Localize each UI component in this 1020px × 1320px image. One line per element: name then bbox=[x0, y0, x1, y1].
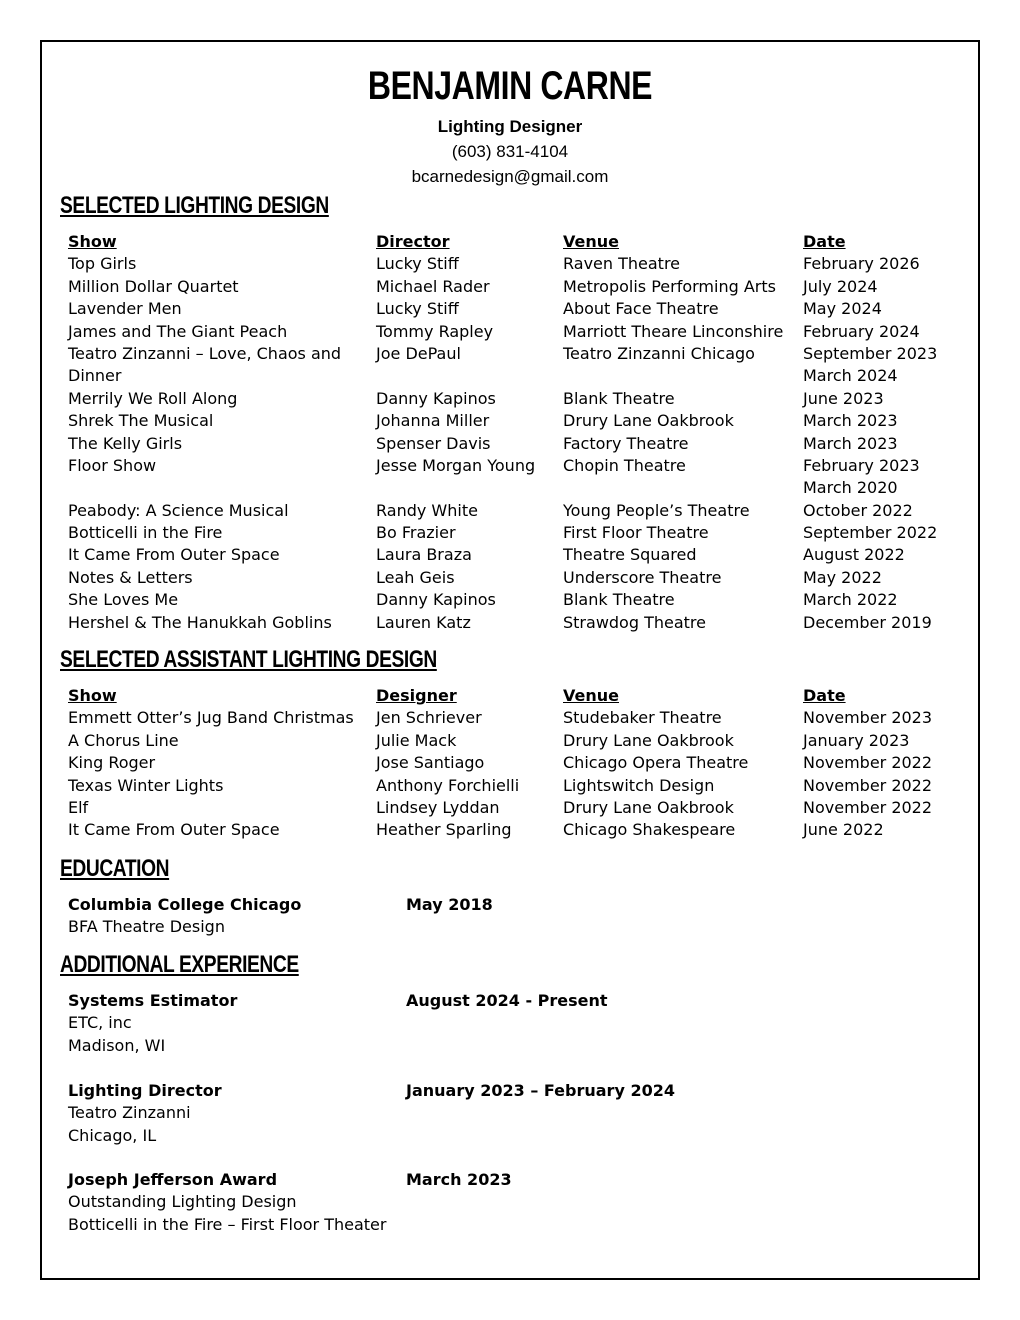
table-cell: Emmett Otter’s Jug Band Christmas bbox=[68, 708, 354, 728]
table-cell: Lindsey Lyddan bbox=[376, 797, 500, 817]
experience-entry bbox=[68, 1169, 386, 1236]
table-row bbox=[68, 752, 968, 774]
table-cell: Factory Theatre bbox=[563, 433, 689, 453]
column-header: Date bbox=[803, 232, 846, 251]
table-cell: Julie Mack bbox=[376, 730, 457, 750]
table-cell: March 2023 bbox=[803, 411, 898, 431]
table-cell: March 2020 bbox=[803, 478, 898, 498]
table-cell: Lucky Stiff bbox=[376, 254, 459, 274]
table-cell: King Roger bbox=[68, 753, 156, 773]
table-cell: Randy White bbox=[376, 500, 478, 520]
experience-detail: Madison, WI bbox=[68, 1035, 166, 1055]
table-cell: Joe DePaul bbox=[376, 343, 461, 363]
table-cell: Notes & Letters bbox=[68, 567, 193, 587]
education-entry bbox=[68, 894, 301, 939]
table-header bbox=[68, 685, 968, 707]
lighting-design-table bbox=[68, 231, 968, 634]
table-cell: November 2022 bbox=[803, 775, 933, 795]
experience-detail: ETC, inc bbox=[68, 1013, 132, 1033]
experience-title: Lighting Director bbox=[68, 1081, 222, 1100]
assistant-design-table bbox=[68, 685, 968, 842]
table-row bbox=[68, 276, 968, 298]
experience-entry bbox=[68, 990, 237, 1057]
table-cell: Laura Braza bbox=[376, 545, 472, 565]
table-cell: Elf bbox=[68, 797, 89, 817]
table-cell: March 2024 bbox=[803, 366, 898, 386]
table-row bbox=[68, 388, 968, 410]
table-cell: Jesse Morgan Young bbox=[376, 455, 536, 475]
table-row bbox=[68, 775, 968, 797]
table-row bbox=[68, 500, 968, 522]
column-header: Show bbox=[68, 232, 117, 251]
table-cell: Young People’s Theatre bbox=[563, 500, 750, 520]
table-row bbox=[68, 365, 968, 387]
table-row bbox=[68, 410, 968, 432]
table-cell: May 2022 bbox=[803, 567, 882, 587]
table-row bbox=[68, 253, 968, 275]
table-cell: Dinner bbox=[68, 366, 122, 386]
school-name: Columbia College Chicago bbox=[68, 895, 302, 914]
table-cell: March 2022 bbox=[803, 590, 898, 610]
table-cell: June 2023 bbox=[803, 388, 884, 408]
table-row bbox=[68, 298, 968, 320]
table-header bbox=[68, 231, 968, 253]
table-row bbox=[68, 455, 968, 477]
table-cell: November 2022 bbox=[803, 797, 933, 817]
table-cell: About Face Theatre bbox=[563, 299, 719, 319]
table-cell bbox=[68, 477, 376, 499]
table-row bbox=[68, 567, 968, 589]
experience-date: March 2023 bbox=[406, 1170, 512, 1189]
table-row bbox=[68, 730, 968, 752]
table-cell: Shrek The Musical bbox=[68, 411, 214, 431]
table-cell bbox=[376, 477, 563, 499]
education-date: May 2018 bbox=[406, 895, 493, 914]
table-cell: February 2023 bbox=[803, 455, 920, 475]
column-header: Show bbox=[68, 686, 117, 705]
table-cell: First Floor Theatre bbox=[563, 523, 709, 543]
table-cell: May 2024 bbox=[803, 299, 882, 319]
lighting-design-heading: SELECTED LIGHTING DESIGN bbox=[60, 192, 329, 219]
table-cell: Peabody: A Science Musical bbox=[68, 500, 289, 520]
table-cell: Bo Frazier bbox=[376, 523, 456, 543]
table-row bbox=[68, 433, 968, 455]
table-cell: Blank Theatre bbox=[563, 590, 675, 610]
table-cell: She Loves Me bbox=[68, 590, 179, 610]
experience-detail: Teatro Zinzanni bbox=[68, 1103, 191, 1123]
table-cell: Botticelli in the Fire bbox=[68, 523, 223, 543]
table-cell: Jose Santiago bbox=[376, 753, 485, 773]
table-cell: November 2022 bbox=[803, 753, 933, 773]
table-cell: November 2023 bbox=[803, 708, 933, 728]
table-cell: Anthony Forchielli bbox=[376, 775, 520, 795]
table-cell: It Came From Outer Space bbox=[68, 820, 280, 840]
table-cell: February 2024 bbox=[803, 321, 920, 341]
table-cell: Teatro Zinzanni – Love, Chaos and bbox=[68, 343, 342, 363]
table-cell: Lavender Men bbox=[68, 299, 182, 319]
table-cell: Hershel & The Hanukkah Goblins bbox=[68, 612, 332, 632]
column-header: Venue bbox=[563, 232, 619, 251]
table-row bbox=[68, 321, 968, 343]
table-cell: Chicago Shakespeare bbox=[563, 820, 736, 840]
experience-date: January 2023 – February 2024 bbox=[406, 1081, 675, 1100]
table-cell: Texas Winter Lights bbox=[68, 775, 224, 795]
table-cell: Million Dollar Quartet bbox=[68, 276, 239, 296]
table-cell: The Kelly Girls bbox=[68, 433, 183, 453]
table-cell: Spenser Davis bbox=[376, 433, 491, 453]
table-cell bbox=[563, 477, 803, 499]
table-cell: March 2023 bbox=[803, 433, 898, 453]
experience-entry bbox=[68, 1080, 222, 1147]
table-cell: Studebaker Theatre bbox=[563, 708, 722, 728]
table-cell bbox=[563, 365, 803, 387]
table-cell: Chopin Theatre bbox=[563, 455, 686, 475]
table-cell: September 2022 bbox=[803, 523, 938, 543]
table-cell: Drury Lane Oakbrook bbox=[563, 411, 734, 431]
table-cell: Blank Theatre bbox=[563, 388, 675, 408]
table-cell: Danny Kapinos bbox=[376, 590, 496, 610]
experience-detail: Chicago, IL bbox=[68, 1125, 157, 1145]
experience-detail: Outstanding Lighting Design bbox=[68, 1192, 297, 1212]
table-row bbox=[68, 477, 968, 499]
table-cell: Heather Sparling bbox=[376, 820, 512, 840]
experience-detail: Botticelli in the Fire – First Floor Theater bbox=[68, 1214, 387, 1234]
column-header: Director bbox=[376, 232, 450, 251]
experience-title: Systems Estimator bbox=[68, 991, 238, 1010]
table-cell: Tommy Rapley bbox=[376, 321, 494, 341]
table-cell: Underscore Theatre bbox=[563, 567, 722, 587]
job-title: Lighting Designer bbox=[437, 117, 583, 136]
table-row bbox=[68, 343, 968, 365]
table-cell: Top Girls bbox=[68, 254, 137, 274]
table-row bbox=[68, 797, 968, 819]
column-header: Venue bbox=[563, 686, 619, 705]
table-cell: Jen Schriever bbox=[376, 708, 482, 728]
table-cell: Chicago Opera Theatre bbox=[563, 753, 749, 773]
table-cell: Teatro Zinzanni Chicago bbox=[563, 343, 755, 363]
table-cell: Floor Show bbox=[68, 455, 157, 475]
table-cell: Raven Theatre bbox=[563, 254, 681, 274]
table-cell: It Came From Outer Space bbox=[68, 545, 280, 565]
table-cell: Johanna Miller bbox=[376, 411, 490, 431]
table-cell: June 2022 bbox=[803, 820, 884, 840]
table-row bbox=[68, 819, 968, 841]
table-cell: July 2024 bbox=[803, 276, 878, 296]
table-row bbox=[68, 612, 968, 634]
table-cell: Strawdog Theatre bbox=[563, 612, 706, 632]
phone-number: (603) 831-4104 bbox=[451, 142, 569, 161]
table-cell: Lightswitch Design bbox=[563, 775, 715, 795]
table-cell: Leah Geis bbox=[376, 567, 455, 587]
table-row bbox=[68, 544, 968, 566]
column-header: Designer bbox=[376, 686, 457, 705]
assistant-design-heading: SELECTED ASSISTANT LIGHTING DESIGN bbox=[60, 646, 437, 673]
table-cell: August 2022 bbox=[803, 545, 905, 565]
experience-title: Joseph Jefferson Award bbox=[68, 1170, 278, 1189]
table-cell: A Chorus Line bbox=[68, 730, 179, 750]
email-address: bcarnedesign@gmail.com bbox=[411, 167, 609, 186]
education-heading: EDUCATION bbox=[60, 855, 170, 882]
table-cell: Danny Kapinos bbox=[376, 388, 496, 408]
table-cell: Lauren Katz bbox=[376, 612, 471, 632]
table-cell: Drury Lane Oakbrook bbox=[563, 730, 734, 750]
table-cell: Lucky Stiff bbox=[376, 299, 459, 319]
table-cell: January 2023 bbox=[803, 730, 910, 750]
table-row bbox=[68, 707, 968, 729]
table-cell: February 2026 bbox=[803, 254, 920, 274]
column-header: Date bbox=[803, 686, 846, 705]
table-cell: Metropolis Performing Arts bbox=[563, 276, 776, 296]
table-cell: Drury Lane Oakbrook bbox=[563, 797, 734, 817]
table-row bbox=[68, 589, 968, 611]
table-cell: Merrily We Roll Along bbox=[68, 388, 238, 408]
table-cell: December 2019 bbox=[803, 612, 932, 632]
experience-date: August 2024 - Present bbox=[406, 991, 608, 1010]
table-cell: Marriott Theare Linconshire bbox=[563, 321, 784, 341]
degree: BFA Theatre Design bbox=[68, 917, 225, 937]
table-row bbox=[68, 522, 968, 544]
table-cell: James and The Giant Peach bbox=[68, 321, 288, 341]
table-cell: September 2023 bbox=[803, 343, 938, 363]
resume-name: BENJAMIN CARNE bbox=[367, 64, 653, 108]
table-cell: Theatre Squared bbox=[563, 545, 697, 565]
additional-experience-heading: ADDITIONAL EXPERIENCE bbox=[60, 951, 299, 978]
table-cell: October 2022 bbox=[803, 500, 913, 520]
table-cell: Michael Rader bbox=[376, 276, 490, 296]
table-cell bbox=[376, 365, 563, 387]
